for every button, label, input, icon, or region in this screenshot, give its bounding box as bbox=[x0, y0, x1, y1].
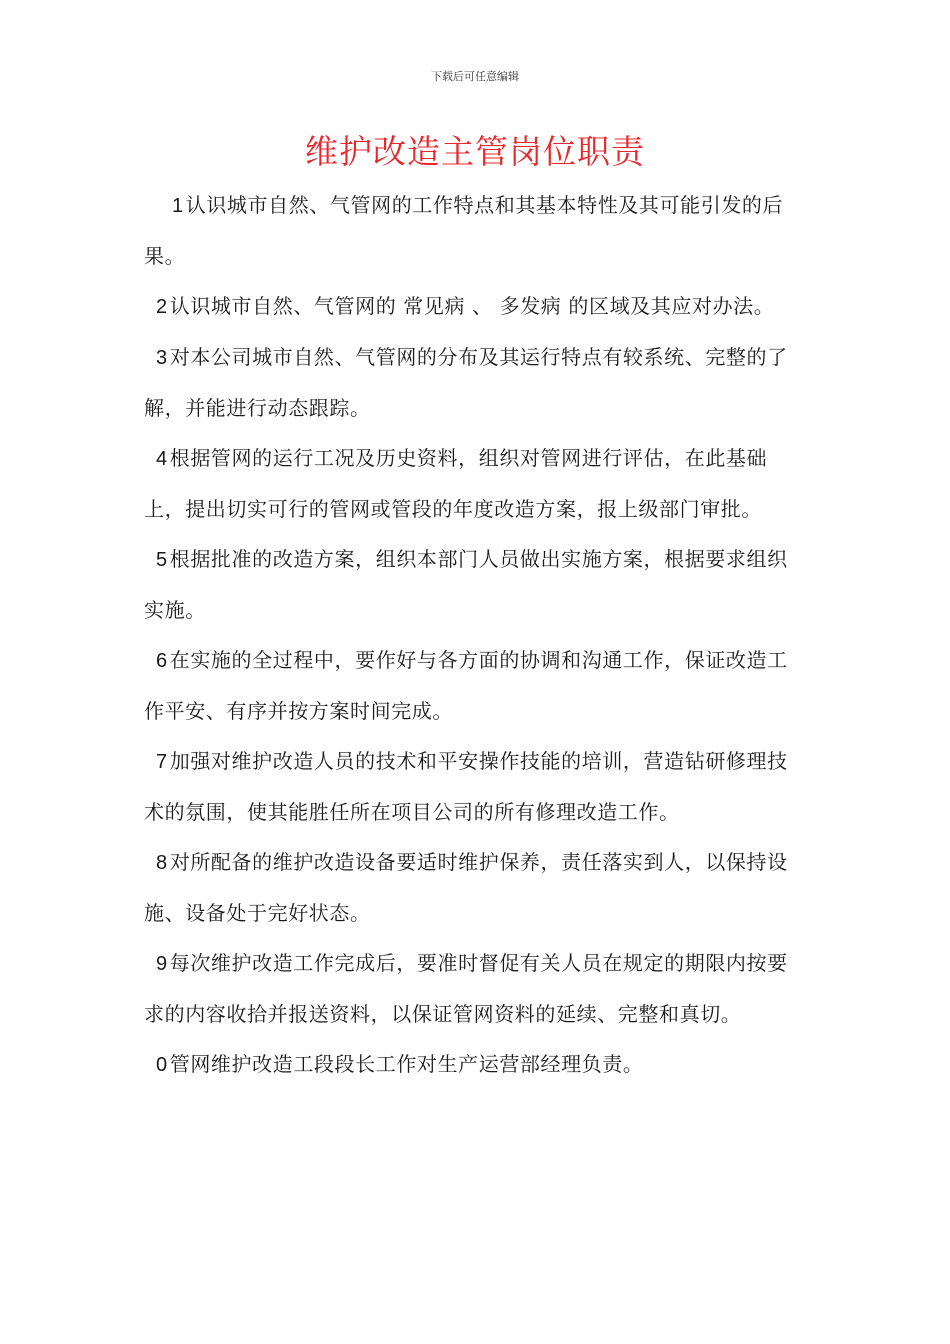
duty-number: 2 bbox=[156, 296, 168, 318]
duty-text: 管网维护改造工段段长工作对生产运营部经理负责。 bbox=[169, 1052, 644, 1076]
document-title: 维护改造主管岗位职责 bbox=[305, 132, 645, 171]
duty-item-4 bbox=[144, 433, 808, 534]
duty-item-3 bbox=[144, 332, 808, 433]
duty-text: 每次维护改造工作完成后，要准时督促有关人员在规定的期限内按要求的内容收拾并报送资料，以保证管网资料的延续、完整和真切。 bbox=[144, 951, 788, 1026]
duty-item-9 bbox=[144, 938, 808, 1039]
duty-text: 在实施的全过程中，要作好与各方面的协调和沟通工作，保证改造工作平安、有序并按方案时间完成。 bbox=[144, 648, 788, 723]
duty-number: 1 bbox=[172, 195, 184, 217]
duty-number: 4 bbox=[156, 448, 168, 470]
duty-list bbox=[144, 180, 808, 1090]
duty-item-8 bbox=[144, 837, 808, 938]
duty-item-2 bbox=[144, 281, 808, 332]
duty-text: 认识城市自然、气管网的工作特点和其基本特性及其可能引发的后果。 bbox=[144, 193, 784, 268]
duty-number: 6 bbox=[156, 650, 168, 672]
duty-number: 0 bbox=[156, 1054, 168, 1076]
duty-item-5 bbox=[144, 534, 808, 635]
duty-item-7 bbox=[144, 736, 808, 837]
duty-item-1 bbox=[144, 180, 808, 281]
duty-text: 根据管网的运行工况及历史资料，组织对管网进行评估，在此基础上，提出切实可行的管网或管段的年度改造方案，报上级部门审批。 bbox=[144, 446, 768, 521]
duty-number: 8 bbox=[156, 852, 168, 874]
header-note: 下载后可任意编辑 bbox=[431, 70, 519, 83]
duty-item-6 bbox=[144, 635, 808, 736]
duty-number: 5 bbox=[156, 549, 168, 571]
duty-number: 7 bbox=[156, 751, 168, 773]
duty-text: 认识城市自然、气管网的 常见病 、 多发病 的区域及其应对办法。 bbox=[169, 294, 775, 318]
duty-number: 3 bbox=[156, 347, 168, 369]
duty-text: 对所配备的维护改造设备要适时维护保养，责任落实到人，以保持设施、设备处于完好状态。 bbox=[144, 850, 788, 925]
duty-text: 加强对维护改造人员的技术和平安操作技能的培训，营造钻研修理技术的氛围，使其能胜任所在项目公司的所有修理改造工作。 bbox=[144, 749, 788, 824]
duty-text: 根据批准的改造方案，组织本部门人员做出实施方案，根据要求组织实施。 bbox=[144, 547, 788, 622]
duty-text: 对本公司城市自然、气管网的分布及其运行特点有较系统、完整的了解，并能进行动态跟踪。 bbox=[144, 345, 788, 420]
duty-item-10 bbox=[144, 1039, 808, 1090]
duty-number: 9 bbox=[156, 953, 168, 975]
